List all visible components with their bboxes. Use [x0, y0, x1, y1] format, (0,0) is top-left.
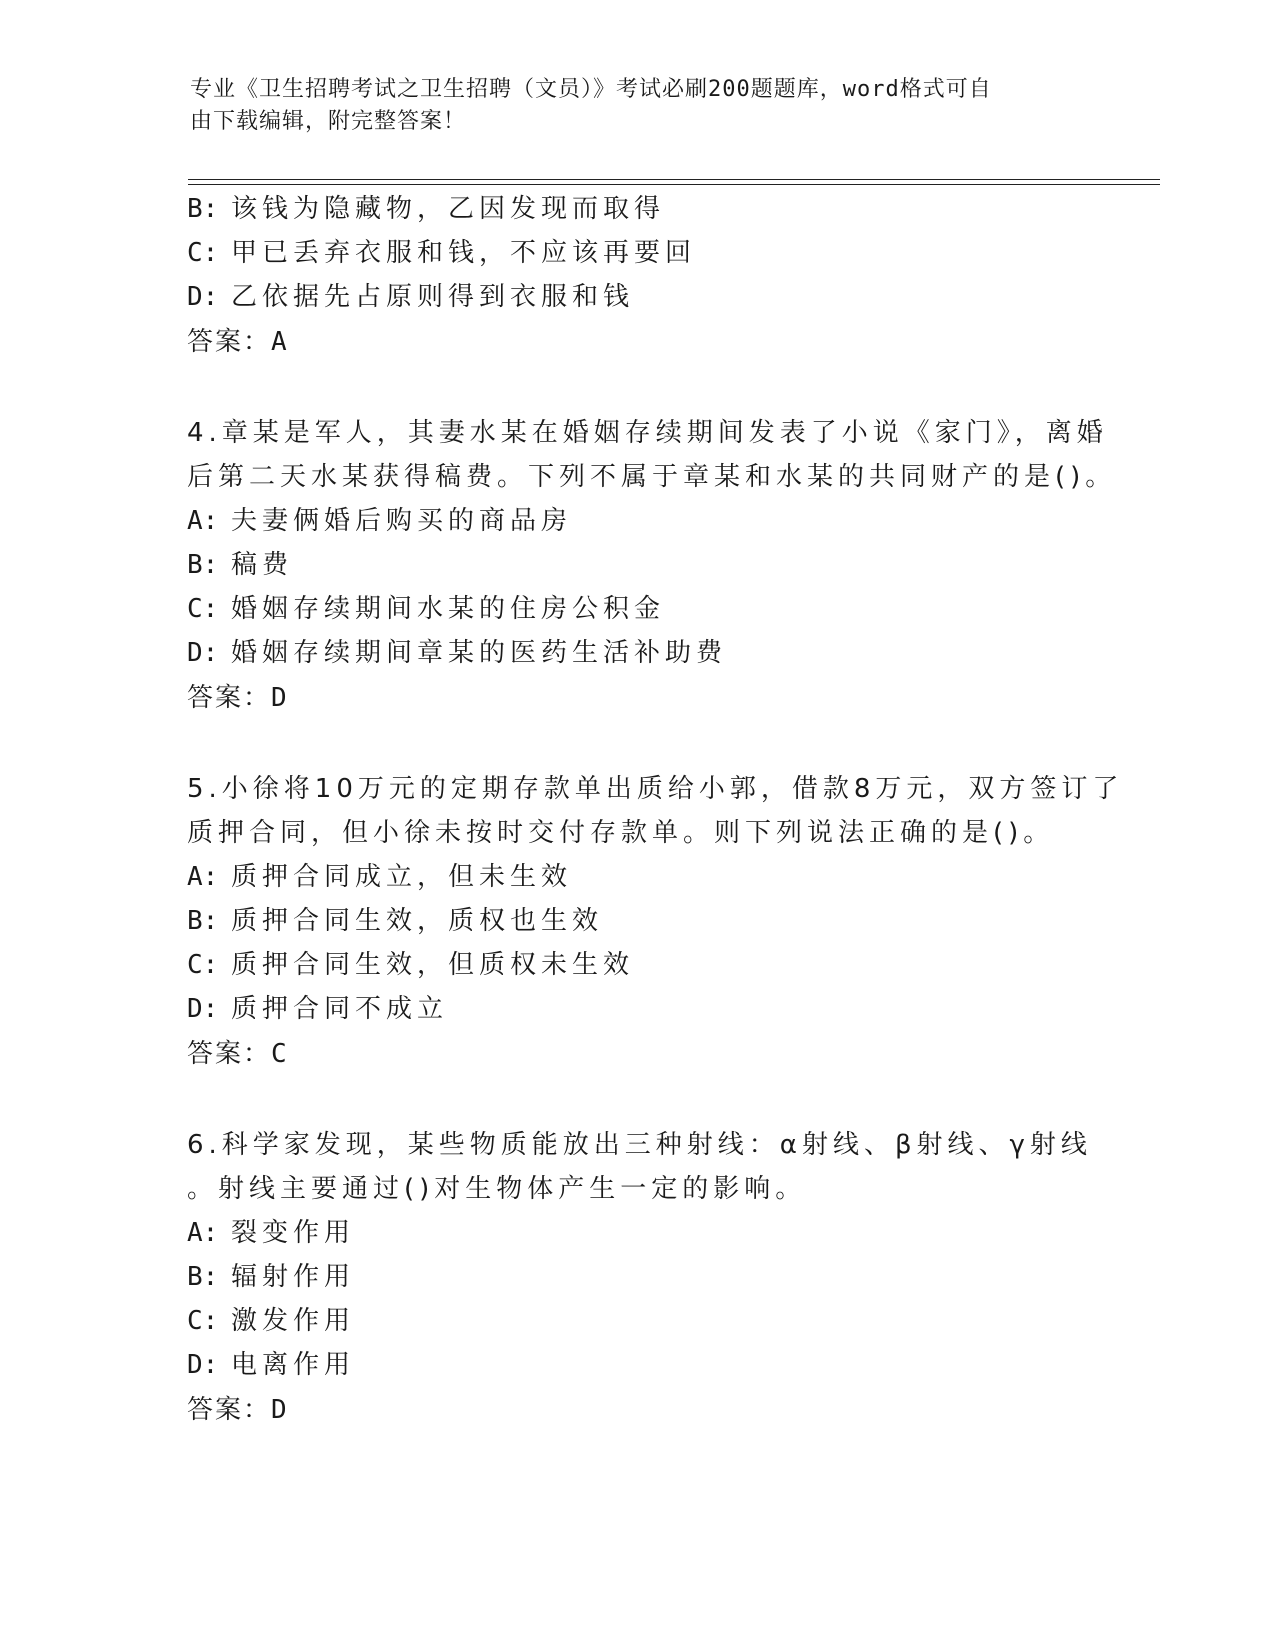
answer-value: C [271, 1039, 287, 1069]
q6-option-d [187, 1348, 355, 1382]
option-letter: A: [187, 1218, 219, 1248]
option-text: 质押合同生效，但质权未生效 [231, 950, 635, 980]
q5-option-c [187, 948, 634, 982]
q3-answer [187, 325, 287, 359]
option-letter: C: [187, 594, 219, 624]
q5-stem-line-1: 5.小徐将10万元的定期存款单出质给小郭，借款8万元，双方签订了 [187, 774, 1124, 804]
option-letter: B: [187, 906, 219, 936]
q6-stem-line-1: 6.科学家发现，某些物质能放出三种射线：α射线、β射线、γ射线 [187, 1130, 1092, 1160]
option-text: 婚姻存续期间水某的住房公积金 [231, 594, 666, 624]
option-letter: B: [187, 194, 219, 224]
q5-option-d [187, 992, 448, 1026]
q4-option-c [187, 592, 665, 626]
option-text: 夫妻俩婚后购买的商品房 [231, 506, 573, 536]
answer-value: D [271, 683, 287, 713]
option-letter: A: [187, 506, 219, 536]
option-letter: C: [187, 950, 219, 980]
option-text: 婚姻存续期间章某的医药生活补助费 [231, 638, 728, 668]
q6-stem-line-2: 。射线主要通过()对生物体产生一定的影响。 [187, 1174, 807, 1204]
option-letter: A: [187, 862, 219, 892]
answer-value: A [271, 327, 287, 357]
q3-option-b [187, 192, 665, 226]
option-text: 质押合同不成立 [231, 994, 449, 1024]
answer-label: 答案： [187, 1039, 272, 1069]
option-letter: B: [187, 1262, 219, 1292]
q6-option-c [187, 1304, 355, 1338]
option-text: 裂变作用 [231, 1218, 356, 1248]
answer-label: 答案： [187, 327, 272, 357]
answer-label: 答案： [187, 1395, 272, 1425]
option-text: 稿费 [231, 550, 294, 580]
q4-option-d [187, 636, 727, 670]
q4-stem-line-1: 4.章某是军人，其妻水某在婚姻存续期间发表了小说《家门》，离婚 [187, 418, 1108, 448]
option-text: 质押合同成立，但未生效 [231, 862, 573, 892]
option-text: 乙依据先占原则得到衣服和钱 [231, 282, 635, 312]
option-text: 甲已丢弃衣服和钱，不应该再要回 [231, 238, 697, 268]
q5-option-b [187, 904, 603, 938]
option-letter: D: [187, 994, 219, 1024]
option-letter: D: [187, 638, 219, 668]
option-letter: D: [187, 282, 219, 312]
document-header [190, 74, 1090, 138]
answer-label: 答案： [187, 683, 272, 713]
option-letter: C: [187, 238, 219, 268]
option-letter: D: [187, 1350, 219, 1380]
q3-option-c [187, 236, 696, 270]
q4-option-a [187, 504, 572, 538]
q6-answer [187, 1393, 287, 1427]
q3-option-d [187, 280, 634, 314]
q6-option-b [187, 1260, 355, 1294]
option-text: 激发作用 [231, 1306, 356, 1336]
header-line-1: 专业《卫生招聘考试之卫生招聘（文员）》考试必刷200题题库，word格式可自 [190, 77, 992, 102]
q5-stem-line-2: 质押合同，但小徐未按时交付存款单。则下列说法正确的是()。 [187, 818, 1055, 848]
header-divider-top [188, 179, 1160, 180]
header-divider-bottom [188, 184, 1160, 185]
q5-answer [187, 1037, 287, 1071]
answer-value: D [271, 1395, 287, 1425]
q4-option-b [187, 548, 293, 582]
q5-option-a [187, 860, 572, 894]
option-text: 质押合同生效，质权也生效 [231, 906, 604, 936]
q6-option-a [187, 1216, 355, 1250]
option-letter: B: [187, 550, 219, 580]
q4-stem-line-2: 后第二天水某获得稿费。下列不属于章某和水某的共同财产的是()。 [187, 462, 1117, 492]
option-text: 该钱为隐藏物，乙因发现而取得 [231, 194, 666, 224]
option-text: 辐射作用 [231, 1262, 356, 1292]
q4-answer [187, 681, 287, 715]
option-text: 电离作用 [231, 1350, 356, 1380]
option-letter: C: [187, 1306, 219, 1336]
header-line-2: 由下载编辑，附完整答案！ [190, 109, 467, 134]
